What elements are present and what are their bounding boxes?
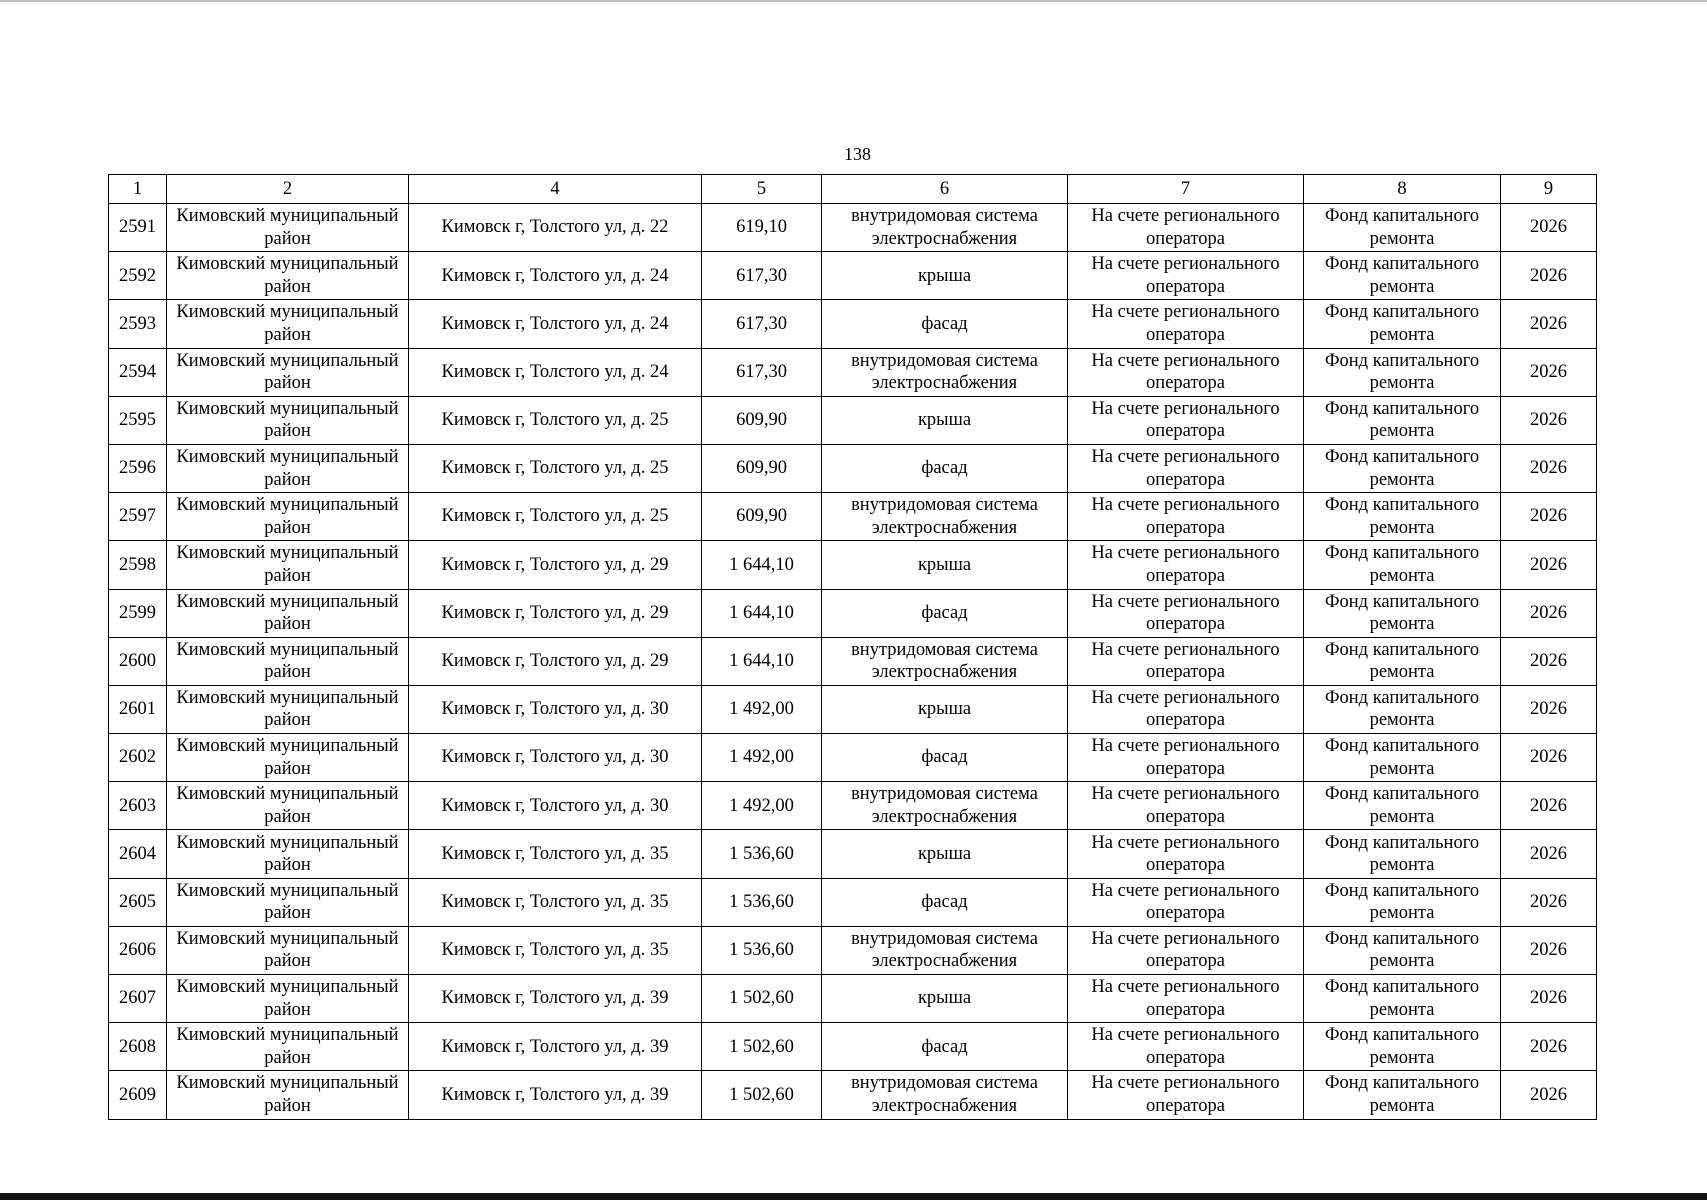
year-cell: 2026: [1501, 734, 1597, 782]
row-number-cell: 2602: [109, 734, 167, 782]
account-cell: На счете регионального оператора: [1068, 782, 1304, 830]
column-number-cell: 6: [822, 175, 1068, 204]
funding-source-cell: Фонд капитального ремонта: [1304, 348, 1501, 396]
account-cell: На счете регионального оператора: [1068, 685, 1304, 733]
work-type-cell: внутридомовая система электроснабжения: [822, 204, 1068, 252]
work-type-cell: внутридомовая система электроснабжения: [822, 782, 1068, 830]
year-cell: 2026: [1501, 685, 1597, 733]
funding-source-cell: Фонд капитального ремонта: [1304, 444, 1501, 492]
funding-source-cell: Фонд капитального ремонта: [1304, 975, 1501, 1023]
address-cell: Кимовск г, Толстого ул, д. 24: [409, 348, 702, 396]
work-type-cell: фасад: [822, 444, 1068, 492]
table-row: [109, 252, 1597, 300]
work-type-cell: крыша: [822, 396, 1068, 444]
table-row: [109, 734, 1597, 782]
district-cell: Кимовский муниципальный район: [167, 348, 409, 396]
district-cell: Кимовский муниципальный район: [167, 1023, 409, 1071]
account-cell: На счете регионального оператора: [1068, 493, 1304, 541]
year-cell: 2026: [1501, 444, 1597, 492]
area-cell: 609,90: [702, 444, 822, 492]
table-row: [109, 685, 1597, 733]
year-cell: 2026: [1501, 1071, 1597, 1119]
year-cell: 2026: [1501, 878, 1597, 926]
account-cell: На счете регионального оператора: [1068, 878, 1304, 926]
district-cell: Кимовский муниципальный район: [167, 782, 409, 830]
year-cell: 2026: [1501, 348, 1597, 396]
table-row: [109, 926, 1597, 974]
funding-source-cell: Фонд капитального ремонта: [1304, 541, 1501, 589]
funding-source-cell: Фонд капитального ремонта: [1304, 685, 1501, 733]
district-cell: Кимовский муниципальный район: [167, 830, 409, 878]
account-cell: На счете регионального оператора: [1068, 589, 1304, 637]
funding-source-cell: Фонд капитального ремонта: [1304, 300, 1501, 348]
address-cell: Кимовск г, Толстого ул, д. 39: [409, 1023, 702, 1071]
row-number-cell: 2606: [109, 926, 167, 974]
area-cell: 1 536,60: [702, 878, 822, 926]
area-cell: 1 492,00: [702, 782, 822, 830]
district-cell: Кимовский муниципальный район: [167, 975, 409, 1023]
year-cell: 2026: [1501, 782, 1597, 830]
funding-source-cell: Фонд капитального ремонта: [1304, 1071, 1501, 1119]
work-type-cell: внутридомовая система электроснабжения: [822, 493, 1068, 541]
work-type-cell: крыша: [822, 541, 1068, 589]
row-number-cell: 2600: [109, 637, 167, 685]
account-cell: На счете регионального оператора: [1068, 444, 1304, 492]
area-cell: 1 536,60: [702, 830, 822, 878]
work-type-cell: внутридомовая система электроснабжения: [822, 637, 1068, 685]
funding-source-cell: Фонд капитального ремонта: [1304, 734, 1501, 782]
row-number-cell: 2591: [109, 204, 167, 252]
row-number-cell: 2609: [109, 1071, 167, 1119]
column-number-cell: 2: [167, 175, 409, 204]
account-cell: На счете регионального оператора: [1068, 926, 1304, 974]
area-cell: 1 644,10: [702, 637, 822, 685]
area-cell: 1 492,00: [702, 734, 822, 782]
funding-source-cell: Фонд капитального ремонта: [1304, 830, 1501, 878]
area-cell: 609,90: [702, 396, 822, 444]
column-number-cell: 4: [409, 175, 702, 204]
year-cell: 2026: [1501, 1023, 1597, 1071]
area-cell: 617,30: [702, 348, 822, 396]
table-row: [109, 830, 1597, 878]
funding-source-cell: Фонд капитального ремонта: [1304, 252, 1501, 300]
column-number-cell: 1: [109, 175, 167, 204]
address-cell: Кимовск г, Толстого ул, д. 24: [409, 300, 702, 348]
column-number-cell: 5: [702, 175, 822, 204]
area-cell: 1 536,60: [702, 926, 822, 974]
work-type-cell: крыша: [822, 252, 1068, 300]
year-cell: 2026: [1501, 396, 1597, 444]
district-cell: Кимовский муниципальный район: [167, 685, 409, 733]
registry-table: [108, 174, 1597, 1120]
work-type-cell: фасад: [822, 878, 1068, 926]
account-cell: На счете регионального оператора: [1068, 734, 1304, 782]
funding-source-cell: Фонд капитального ремонта: [1304, 926, 1501, 974]
row-number-cell: 2605: [109, 878, 167, 926]
account-cell: На счете регионального оператора: [1068, 396, 1304, 444]
table-row: [109, 541, 1597, 589]
year-cell: 2026: [1501, 975, 1597, 1023]
account-cell: На счете регионального оператора: [1068, 637, 1304, 685]
year-cell: 2026: [1501, 541, 1597, 589]
table-row: [109, 396, 1597, 444]
funding-source-cell: Фонд капитального ремонта: [1304, 396, 1501, 444]
address-cell: Кимовск г, Толстого ул, д. 29: [409, 589, 702, 637]
account-cell: На счете регионального оператора: [1068, 252, 1304, 300]
work-type-cell: внутридомовая система электроснабжения: [822, 926, 1068, 974]
district-cell: Кимовский муниципальный район: [167, 493, 409, 541]
table-row: [109, 204, 1597, 252]
account-cell: На счете регионального оператора: [1068, 348, 1304, 396]
table-row: [109, 637, 1597, 685]
year-cell: 2026: [1501, 493, 1597, 541]
address-cell: Кимовск г, Толстого ул, д. 29: [409, 541, 702, 589]
work-type-cell: крыша: [822, 830, 1068, 878]
address-cell: Кимовск г, Толстого ул, д. 25: [409, 396, 702, 444]
district-cell: Кимовский муниципальный район: [167, 444, 409, 492]
year-cell: 2026: [1501, 637, 1597, 685]
area-cell: 1 644,10: [702, 541, 822, 589]
district-cell: Кимовский муниципальный район: [167, 926, 409, 974]
funding-source-cell: Фонд капитального ремонта: [1304, 637, 1501, 685]
row-number-cell: 2592: [109, 252, 167, 300]
account-cell: На счете регионального оператора: [1068, 204, 1304, 252]
row-number-cell: 2607: [109, 975, 167, 1023]
table-row: [109, 975, 1597, 1023]
table-row: [109, 782, 1597, 830]
work-type-cell: внутридомовая система электроснабжения: [822, 1071, 1068, 1119]
address-cell: Кимовск г, Толстого ул, д. 30: [409, 685, 702, 733]
address-cell: Кимовск г, Толстого ул, д. 30: [409, 734, 702, 782]
registry-body: [109, 175, 1597, 1120]
row-number-cell: 2599: [109, 589, 167, 637]
column-number-cell: 7: [1068, 175, 1304, 204]
district-cell: Кимовский муниципальный район: [167, 252, 409, 300]
scan-bottom-edge: [0, 1193, 1707, 1200]
page-number: 138: [844, 144, 871, 164]
year-cell: 2026: [1501, 252, 1597, 300]
table-row: [109, 493, 1597, 541]
district-cell: Кимовский муниципальный район: [167, 396, 409, 444]
work-type-cell: крыша: [822, 685, 1068, 733]
account-cell: На счете регионального оператора: [1068, 300, 1304, 348]
area-cell: 617,30: [702, 252, 822, 300]
address-cell: Кимовск г, Толстого ул, д. 25: [409, 444, 702, 492]
address-cell: Кимовск г, Толстого ул, д. 39: [409, 975, 702, 1023]
account-cell: На счете регионального оператора: [1068, 1071, 1304, 1119]
area-cell: 619,10: [702, 204, 822, 252]
row-number-cell: 2594: [109, 348, 167, 396]
area-cell: 1 644,10: [702, 589, 822, 637]
account-cell: На счете регионального оператора: [1068, 975, 1304, 1023]
district-cell: Кимовский муниципальный район: [167, 1071, 409, 1119]
work-type-cell: внутридомовая система электроснабжения: [822, 348, 1068, 396]
table-row: [109, 1023, 1597, 1071]
address-cell: Кимовск г, Толстого ул, д. 30: [409, 782, 702, 830]
work-type-cell: фасад: [822, 1023, 1068, 1071]
table-row: [109, 300, 1597, 348]
address-cell: Кимовск г, Толстого ул, д. 29: [409, 637, 702, 685]
account-cell: На счете регионального оператора: [1068, 1023, 1304, 1071]
year-cell: 2026: [1501, 300, 1597, 348]
funding-source-cell: Фонд капитального ремонта: [1304, 589, 1501, 637]
work-type-cell: фасад: [822, 589, 1068, 637]
table-row: [109, 444, 1597, 492]
funding-source-cell: Фонд капитального ремонта: [1304, 878, 1501, 926]
account-cell: На счете регионального оператора: [1068, 830, 1304, 878]
table-row: [109, 589, 1597, 637]
table-row: [109, 1071, 1597, 1119]
column-number-row: [109, 175, 1597, 204]
address-cell: Кимовск г, Толстого ул, д. 35: [409, 926, 702, 974]
area-cell: 609,90: [702, 493, 822, 541]
row-number-cell: 2593: [109, 300, 167, 348]
account-cell: На счете регионального оператора: [1068, 541, 1304, 589]
area-cell: 617,30: [702, 300, 822, 348]
row-number-cell: 2595: [109, 396, 167, 444]
year-cell: 2026: [1501, 926, 1597, 974]
work-type-cell: фасад: [822, 300, 1068, 348]
area-cell: 1 502,60: [702, 1071, 822, 1119]
address-cell: Кимовск г, Толстого ул, д. 39: [409, 1071, 702, 1119]
row-number-cell: 2598: [109, 541, 167, 589]
column-number-cell: 8: [1304, 175, 1501, 204]
address-cell: Кимовск г, Толстого ул, д. 35: [409, 830, 702, 878]
funding-source-cell: Фонд капитального ремонта: [1304, 204, 1501, 252]
area-cell: 1 502,60: [702, 1023, 822, 1071]
year-cell: 2026: [1501, 830, 1597, 878]
scan-top-edge: [0, 0, 1707, 2]
district-cell: Кимовский муниципальный район: [167, 589, 409, 637]
funding-source-cell: Фонд капитального ремонта: [1304, 782, 1501, 830]
district-cell: Кимовский муниципальный район: [167, 300, 409, 348]
table-row: [109, 348, 1597, 396]
row-number-cell: 2597: [109, 493, 167, 541]
row-number-cell: 2601: [109, 685, 167, 733]
table-row: [109, 878, 1597, 926]
area-cell: 1 502,60: [702, 975, 822, 1023]
row-number-cell: 2604: [109, 830, 167, 878]
funding-source-cell: Фонд капитального ремонта: [1304, 493, 1501, 541]
work-type-cell: фасад: [822, 734, 1068, 782]
address-cell: Кимовск г, Толстого ул, д. 24: [409, 252, 702, 300]
funding-source-cell: Фонд капитального ремонта: [1304, 1023, 1501, 1071]
district-cell: Кимовский муниципальный район: [167, 878, 409, 926]
row-number-cell: 2603: [109, 782, 167, 830]
district-cell: Кимовский муниципальный район: [167, 541, 409, 589]
column-number-cell: 9: [1501, 175, 1597, 204]
year-cell: 2026: [1501, 589, 1597, 637]
address-cell: Кимовск г, Толстого ул, д. 22: [409, 204, 702, 252]
address-cell: Кимовск г, Толстого ул, д. 35: [409, 878, 702, 926]
address-cell: Кимовск г, Толстого ул, д. 25: [409, 493, 702, 541]
area-cell: 1 492,00: [702, 685, 822, 733]
district-cell: Кимовский муниципальный район: [167, 637, 409, 685]
district-cell: Кимовский муниципальный район: [167, 204, 409, 252]
year-cell: 2026: [1501, 204, 1597, 252]
work-type-cell: крыша: [822, 975, 1068, 1023]
row-number-cell: 2596: [109, 444, 167, 492]
row-number-cell: 2608: [109, 1023, 167, 1071]
district-cell: Кимовский муниципальный район: [167, 734, 409, 782]
